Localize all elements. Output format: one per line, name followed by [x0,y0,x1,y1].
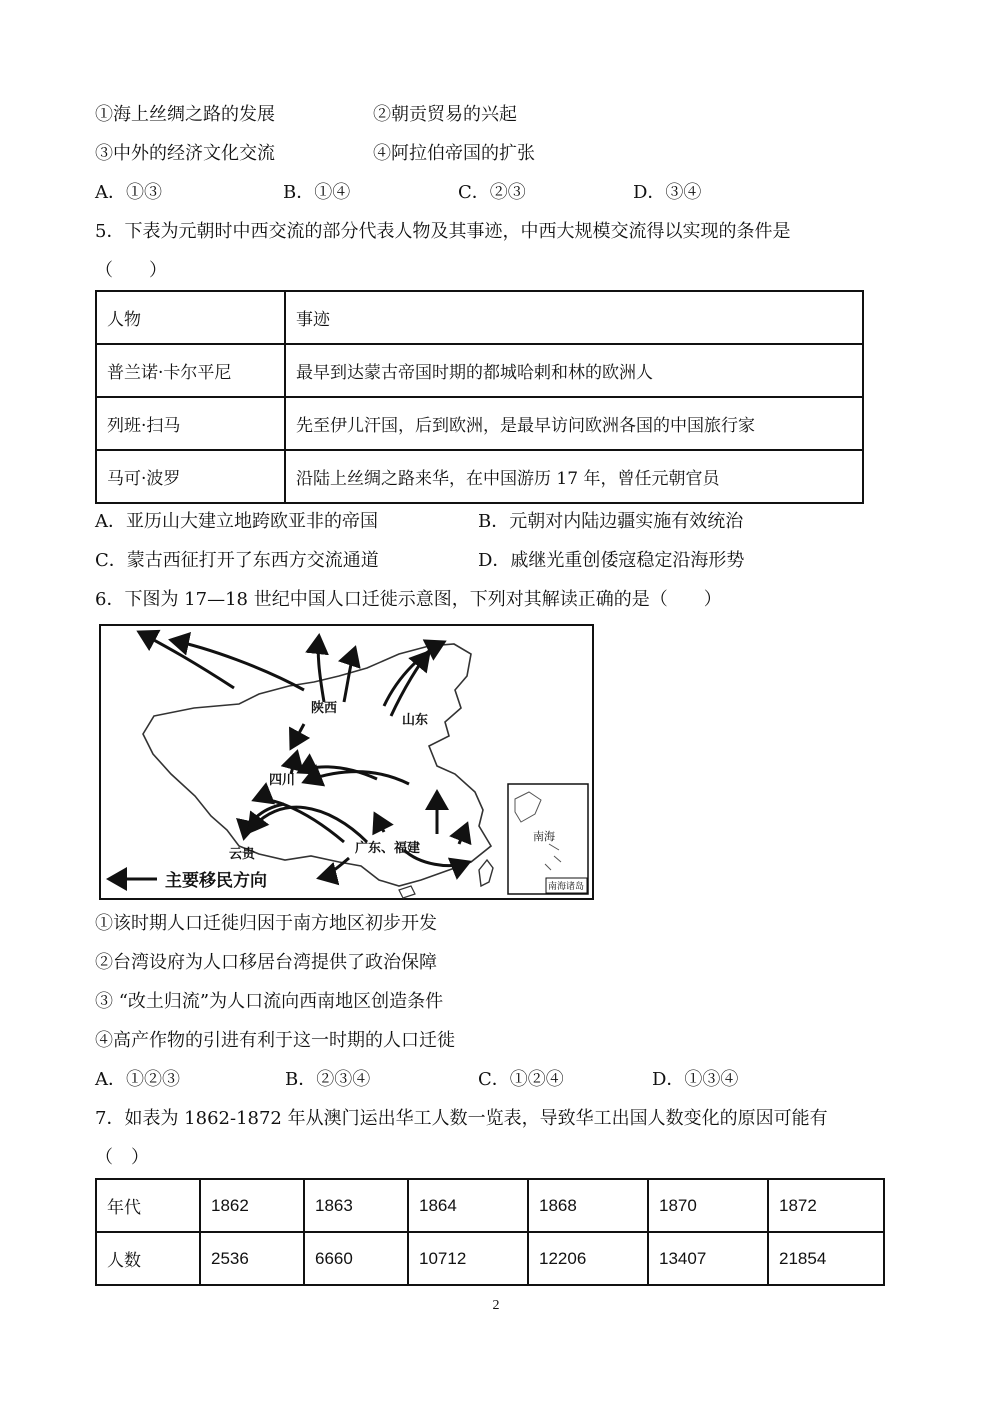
q6-option-d: D．①③④ [652,1069,739,1090]
map-legend-text: 主要移民方向 [165,871,267,891]
q6-option-a: A．①②③ [95,1069,180,1090]
q5-header-person: 人物 [96,291,285,344]
q7-row-counts [96,1232,884,1285]
q7-year-cell: 1868 [528,1179,648,1232]
q4-option-d: D．③④ [633,182,702,203]
q7-count-cell: 12206 [528,1232,648,1285]
q5-stem: 5．下表为元朝时中西交流的部分代表人物及其事迹，中西大规模交流得以实现的条件是 [95,221,791,242]
q5-option-c: C．蒙古西征打开了东西方交流通道 [95,550,379,571]
q5-cell-deeds: 先至伊儿汗国，后到欧洲，是最早访问欧洲各国的中国旅行家 [285,397,863,450]
map-label-guangdong-fujian: 广东、福建 [355,841,421,856]
map-label-shandong: 山东 [402,713,429,728]
q7-stem: 7．如表为 1862-1872 年从澳门运出华工人数一览表，导致华工出国人数变化的原因可能有 [95,1108,828,1129]
q6-statement-4: ④高产作物的引进有利于这一时期的人口迁徙 [95,1030,455,1051]
q6-statement-3: ③ “改土归流”为人口流向西南地区创造条件 [95,991,444,1012]
q7-count-cell: 13407 [648,1232,768,1285]
table-row [96,344,863,397]
q4-statement-2: ②朝贡贸易的兴起 [373,104,517,125]
q7-table [95,1178,885,1286]
q6-option-c: C．①②④ [478,1069,564,1090]
q5-header-deeds: 事迹 [285,291,863,344]
q6-stem: 6．下图为 17—18 世纪中国人口迁徙示意图，下列对其解读正确的是（ ） [95,589,722,610]
q5-cell-person: 列班·扫马 [96,397,285,450]
migration-map [99,624,594,900]
q5-option-d: D．戚继光重创倭寇稳定沿海形势 [478,550,745,571]
q7-label-counts: 人数 [96,1232,200,1285]
q7-year-cell: 1872 [768,1179,884,1232]
q4-option-b: B．①④ [283,182,351,203]
table-row [96,397,863,450]
q5-cell-deeds: 最早到达蒙古帝国时期的都城哈剌和林的欧洲人 [285,344,863,397]
inset-label-sea: 南海 [533,830,555,843]
q4-statement-1: ①海上丝绸之路的发展 [95,104,275,125]
q7-count-cell: 10712 [408,1232,528,1285]
q5-table [95,290,864,504]
q5-cell-person: 普兰诺·卡尔平尼 [96,344,285,397]
map-label-sichuan: 四川 [269,773,296,788]
south-china-sea-inset [508,784,588,894]
q7-row-years [96,1179,884,1232]
q5-option-b: B．元朝对内陆边疆实施有效统治 [478,511,744,532]
q7-label-years: 年代 [96,1179,200,1232]
map-label-yungui: 云贵 [229,847,256,862]
q7-year-cell: 1870 [648,1179,768,1232]
q6-statement-1: ①该时期人口迁徙归因于南方地区初步开发 [95,913,437,934]
q7-year-cell: 1862 [200,1179,304,1232]
inset-caption: 南海诸岛 [548,882,585,892]
q5-cell-deeds: 沿陆上丝绸之路来华，在中国游历 17 年，曾任元朝官员 [285,450,863,503]
q4-statement-3: ③中外的经济文化交流 [95,143,275,164]
page-number: 2 [492,1298,500,1313]
q7-year-cell: 1864 [408,1179,528,1232]
q5-answer-paren: （ ） [95,260,167,281]
q7-year-cell: 1863 [304,1179,408,1232]
q5-option-a: A．亚历山大建立地跨欧亚非的帝国 [95,511,378,532]
map-label-shaanxi: 陕西 [311,701,338,716]
q6-option-b: B．②③④ [285,1069,371,1090]
q7-count-cell: 21854 [768,1232,884,1285]
q7-count-cell: 2536 [200,1232,304,1285]
q6-statement-2: ②台湾设府为人口移居台湾提供了政治保障 [95,952,437,973]
q7-count-cell: 6660 [304,1232,408,1285]
q4-statement-4: ④阿拉伯帝国的扩张 [373,143,535,164]
table-row [96,450,863,503]
q4-option-c: C．②③ [458,182,526,203]
q4-option-a: A．①③ [95,182,162,203]
q5-cell-person: 马可·波罗 [96,450,285,503]
q7-answer-paren: （ ） [95,1147,149,1168]
q5-table-header-row [96,291,863,344]
